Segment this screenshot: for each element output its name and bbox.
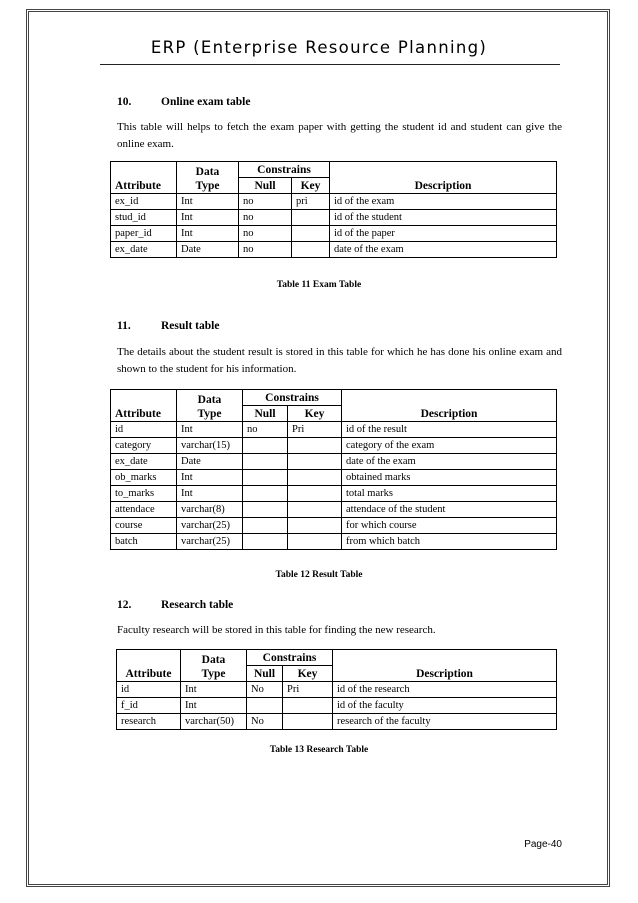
cell-data-type: Int bbox=[177, 486, 243, 502]
table-row bbox=[117, 714, 557, 730]
header-data-type: Data Type bbox=[177, 162, 239, 194]
cell-description: id of the paper bbox=[330, 226, 557, 242]
cell-data-type: varchar(8) bbox=[177, 502, 243, 518]
table-row bbox=[111, 194, 557, 210]
header-null: Null bbox=[239, 178, 292, 194]
cell-description: id of the faculty bbox=[333, 698, 557, 714]
cell-key bbox=[288, 502, 342, 518]
table-row bbox=[111, 210, 557, 226]
cell-description: date of the exam bbox=[342, 454, 557, 470]
cell-description: total marks bbox=[342, 486, 557, 502]
table-row bbox=[111, 242, 557, 258]
cell-null bbox=[243, 486, 288, 502]
cell-null bbox=[243, 470, 288, 486]
table-row bbox=[117, 682, 557, 698]
header-data-type: Data Type bbox=[177, 390, 243, 422]
cell-null: no bbox=[243, 422, 288, 438]
cell-attribute: to_marks bbox=[111, 486, 177, 502]
section-number: 12. bbox=[117, 599, 132, 611]
cell-description: attendace of the student bbox=[342, 502, 557, 518]
cell-attribute: ex_id bbox=[111, 194, 177, 210]
cell-null: No bbox=[247, 714, 283, 730]
section-heading bbox=[117, 599, 233, 611]
cell-description: research of the faculty bbox=[333, 714, 557, 730]
cell-key bbox=[292, 226, 330, 242]
cell-null bbox=[243, 454, 288, 470]
section-paragraph: Faculty research will be stored in this table for finding the new research. bbox=[117, 624, 436, 636]
header-constrains: Constrains bbox=[247, 650, 333, 666]
cell-null: no bbox=[239, 242, 292, 258]
cell-key bbox=[288, 470, 342, 486]
cell-data-type: Int bbox=[181, 682, 247, 698]
cell-key bbox=[292, 210, 330, 226]
cell-null bbox=[243, 534, 288, 550]
cell-null: no bbox=[239, 210, 292, 226]
cell-key bbox=[288, 534, 342, 550]
cell-attribute: id bbox=[117, 682, 181, 698]
table-row bbox=[111, 518, 557, 534]
table-row bbox=[111, 486, 557, 502]
cell-attribute: id bbox=[111, 422, 177, 438]
cell-key: pri bbox=[292, 194, 330, 210]
header-attribute: Attribute bbox=[117, 650, 181, 682]
table-row bbox=[111, 422, 557, 438]
section-heading bbox=[117, 320, 219, 332]
table-row bbox=[117, 698, 557, 714]
cell-data-type: Int bbox=[177, 470, 243, 486]
header-constrains: Constrains bbox=[243, 390, 342, 406]
cell-description: id of the research bbox=[333, 682, 557, 698]
cell-null: No bbox=[247, 682, 283, 698]
cell-description: for which course bbox=[342, 518, 557, 534]
section-paragraph: This table will helps to fetch the exam paper with getting the student id and student can give the online exam. bbox=[117, 121, 562, 150]
header-rule bbox=[100, 64, 560, 65]
cell-key bbox=[288, 438, 342, 454]
table-row bbox=[111, 226, 557, 242]
cell-null: no bbox=[239, 226, 292, 242]
cell-key bbox=[283, 714, 333, 730]
cell-data-type: Int bbox=[181, 698, 247, 714]
page-header-title: ERP (Enterprise Resource Planning) bbox=[150, 38, 488, 57]
header-key: Key bbox=[283, 666, 333, 682]
section-heading bbox=[117, 96, 250, 108]
cell-data-type: varchar(50) bbox=[181, 714, 247, 730]
cell-data-type: varchar(25) bbox=[177, 518, 243, 534]
cell-key bbox=[288, 454, 342, 470]
cell-data-type: varchar(15) bbox=[177, 438, 243, 454]
page-number: Page-40 bbox=[524, 839, 562, 850]
cell-data-type: Int bbox=[177, 422, 243, 438]
cell-attribute: course bbox=[111, 518, 177, 534]
cell-data-type: varchar(25) bbox=[177, 534, 243, 550]
section-title: Result table bbox=[161, 320, 220, 332]
cell-attribute: stud_id bbox=[111, 210, 177, 226]
section-title: Online exam table bbox=[161, 96, 251, 108]
cell-data-type: Int bbox=[177, 210, 239, 226]
cell-attribute: ex_date bbox=[111, 242, 177, 258]
cell-description: category of the exam bbox=[342, 438, 557, 454]
table-row bbox=[111, 534, 557, 550]
header-constrains: Constrains bbox=[239, 162, 330, 178]
section-number: 10. bbox=[117, 96, 132, 108]
cell-null bbox=[247, 698, 283, 714]
cell-key bbox=[292, 242, 330, 258]
cell-attribute: batch bbox=[111, 534, 177, 550]
cell-description: id of the exam bbox=[330, 194, 557, 210]
table-row bbox=[111, 470, 557, 486]
header-description: Description bbox=[330, 162, 557, 194]
cell-key bbox=[283, 698, 333, 714]
cell-description: date of the exam bbox=[330, 242, 557, 258]
cell-description: id of the result bbox=[342, 422, 557, 438]
header-data-type: Data Type bbox=[181, 650, 247, 682]
cell-attribute: f_id bbox=[117, 698, 181, 714]
exam-table bbox=[110, 161, 557, 258]
cell-attribute: category bbox=[111, 438, 177, 454]
cell-null: no bbox=[239, 194, 292, 210]
cell-key bbox=[288, 486, 342, 502]
research-table bbox=[116, 649, 557, 730]
header-attribute: Attribute bbox=[111, 390, 177, 422]
header-null: Null bbox=[243, 406, 288, 422]
cell-data-type: Date bbox=[177, 454, 243, 470]
table-row bbox=[111, 502, 557, 518]
section-paragraph: The details about the student result is stored in this table for which he has done his online exam and shown to the student for his information. bbox=[117, 346, 562, 375]
cell-key bbox=[288, 518, 342, 534]
section-number: 11. bbox=[117, 320, 131, 332]
header-description: Description bbox=[342, 390, 557, 422]
cell-description: obtained marks bbox=[342, 470, 557, 486]
cell-key: Pri bbox=[283, 682, 333, 698]
cell-attribute: ex_date bbox=[111, 454, 177, 470]
cell-description: id of the student bbox=[330, 210, 557, 226]
cell-null bbox=[243, 518, 288, 534]
table-caption: Table 11 Exam Table bbox=[276, 280, 362, 290]
header-description: Description bbox=[333, 650, 557, 682]
cell-attribute: research bbox=[117, 714, 181, 730]
header-key: Key bbox=[288, 406, 342, 422]
header-null: Null bbox=[247, 666, 283, 682]
cell-attribute: paper_id bbox=[111, 226, 177, 242]
table-row bbox=[111, 454, 557, 470]
cell-attribute: ob_marks bbox=[111, 470, 177, 486]
cell-data-type: Int bbox=[177, 226, 239, 242]
header-key: Key bbox=[292, 178, 330, 194]
table-caption: Table 12 Result Table bbox=[275, 570, 363, 580]
section-title: Research table bbox=[161, 599, 234, 611]
cell-description: from which batch bbox=[342, 534, 557, 550]
cell-key: Pri bbox=[288, 422, 342, 438]
cell-null bbox=[243, 438, 288, 454]
table-caption: Table 13 Research Table bbox=[269, 745, 369, 755]
cell-data-type: Int bbox=[177, 194, 239, 210]
table-row bbox=[111, 438, 557, 454]
cell-attribute: attendace bbox=[111, 502, 177, 518]
cell-null bbox=[243, 502, 288, 518]
header-attribute: Attribute bbox=[111, 162, 177, 194]
cell-data-type: Date bbox=[177, 242, 239, 258]
result-table bbox=[110, 389, 557, 550]
